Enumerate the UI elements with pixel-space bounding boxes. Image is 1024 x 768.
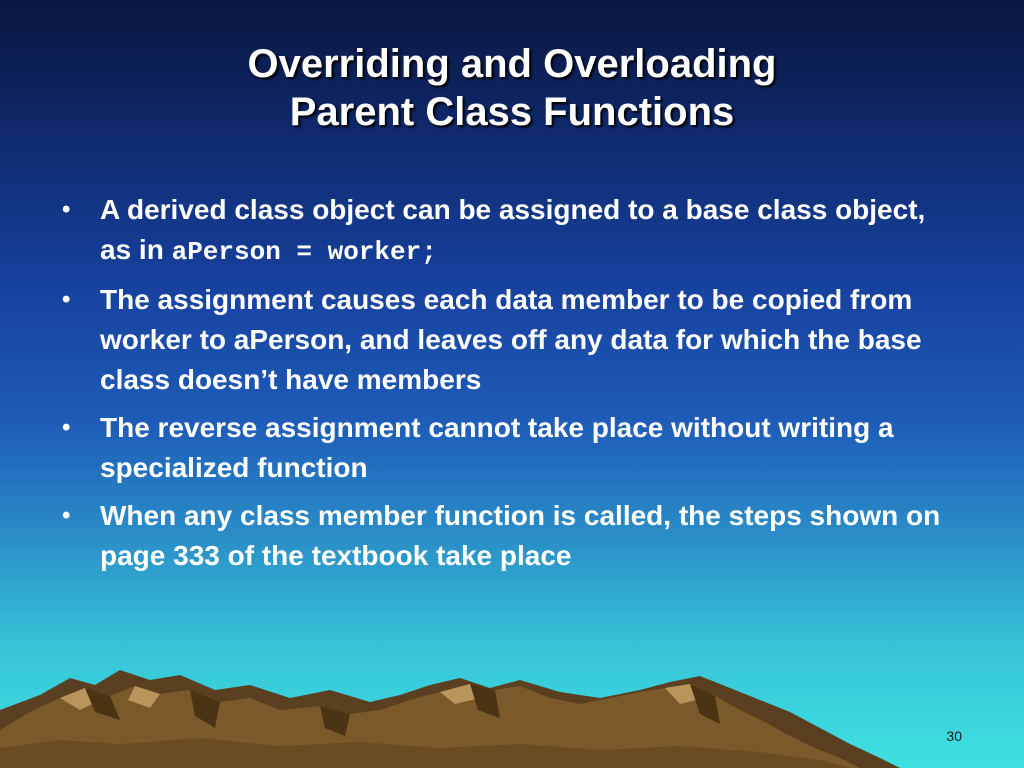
bullet-text: The assignment causes each data member to be copied from worker to aPerson, and leaves off any data for which the base class doesn’t have members — [100, 284, 922, 395]
bullet-item — [62, 496, 962, 576]
bullet-text: The reverse assignment cannot take place without writing a specialized function — [100, 412, 894, 483]
bullet-item — [62, 280, 962, 400]
code-snippet: aPerson = worker; — [171, 237, 437, 267]
bullet-icon: • — [62, 502, 71, 529]
bullet-icon: • — [62, 286, 71, 313]
page-number: 30 — [946, 728, 962, 744]
bullet-text: When any class member function is called, the steps shown on page 333 of the textbook take place — [100, 500, 941, 571]
slide-title — [0, 40, 1024, 136]
bullet-list — [62, 190, 962, 584]
title-line-1: Overriding and Overloading — [247, 42, 777, 86]
title-line-2: Parent Class Functions — [289, 90, 735, 134]
bullet-item — [62, 190, 962, 272]
bullet-icon: • — [62, 196, 71, 223]
mountain-range-illustration — [0, 640, 1024, 768]
bullet-text: A derived class object can be assigned to a base class object, as in — [100, 194, 926, 265]
bullet-item — [62, 408, 962, 488]
bullet-icon: • — [62, 414, 71, 441]
